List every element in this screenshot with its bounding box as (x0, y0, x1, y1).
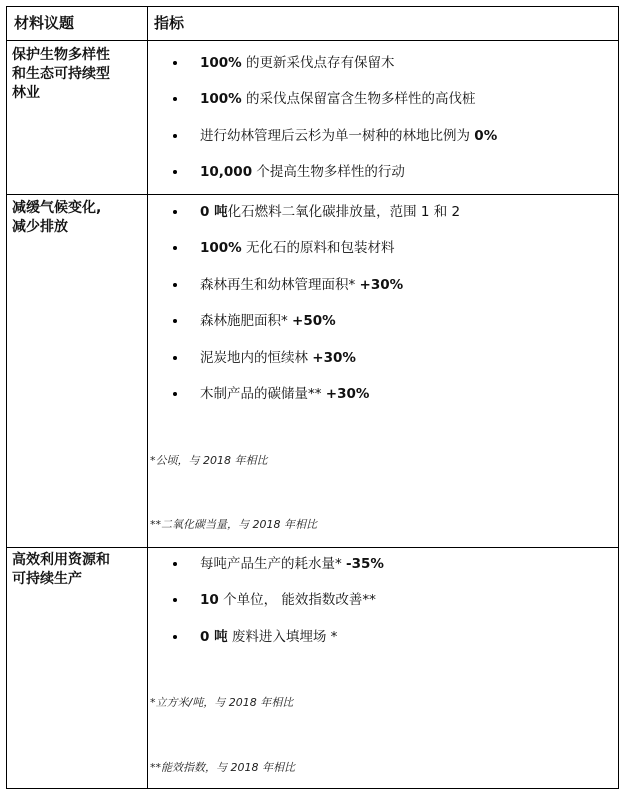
list-item: 100% 的采伐点保留富含生物多样性的高伐桩 (200, 91, 476, 107)
row-topic-resources (12, 551, 110, 589)
bullet (173, 319, 177, 323)
row-divider (7, 194, 618, 195)
footnote: *公顷，与 2018 年相比 (150, 454, 268, 467)
bullet (173, 170, 177, 174)
bullet (173, 134, 177, 138)
topic-line: 保护生物多样性 (12, 47, 110, 63)
list-item: 100% 的更新采伐点存有保留木 (200, 55, 395, 71)
footnote: *立方米/吨，与 2018 年相比 (150, 696, 294, 709)
topic-line: 高效利用资源和 (12, 552, 110, 568)
row-topic-climate (12, 199, 101, 237)
footnote: **能效指数，与 2018 年相比 (150, 761, 295, 774)
list-item: 森林施肥面积* +50% (200, 313, 336, 329)
bullet (173, 210, 177, 214)
row-divider (7, 547, 618, 548)
topic-line: 可持续生产 (12, 571, 82, 587)
bullet (173, 562, 177, 566)
bullet (173, 97, 177, 101)
list-item: 0 吨化石燃料二氧化碳排放量，范围 1 和 2 (200, 204, 461, 220)
footnote: **二氧化碳当量，与 2018 年相比 (150, 518, 317, 531)
header-topic: 材料议题 (14, 14, 75, 32)
list-item: 10,000 个提高生物多样性的行动 (200, 164, 405, 180)
list-item: 木制产品的碳储量** +30% (200, 386, 370, 402)
list-item: 0 吨 废料进入填埋场 * (200, 629, 338, 645)
list-item: 森林再生和幼林管理面积* +30% (200, 277, 404, 293)
list-item: 泥炭地内的恒续林 +30% (200, 350, 356, 366)
bullet (173, 635, 177, 639)
list-item: 10 个单位， 能效指数改善** (200, 592, 376, 608)
topic-line: 减少排放 (12, 219, 68, 235)
bullet (173, 283, 177, 287)
bullet (173, 246, 177, 250)
topic-line: 和生态可持续型 (12, 66, 110, 82)
topic-line: 林业 (12, 85, 40, 101)
list-item: 每吨产品生产的耗水量* -35% (200, 556, 384, 572)
row-topic-biodiversity (12, 46, 110, 103)
bullet (173, 598, 177, 602)
bullet (173, 356, 177, 360)
topic-line: 减缓气候变化, (12, 200, 102, 216)
list-item: 进行幼林管理后云杉为单一树种的林地比例为 0% (200, 128, 498, 144)
column-divider (147, 7, 148, 788)
header-indicator: 指标 (154, 14, 185, 32)
bullet (173, 392, 177, 396)
row-divider (7, 40, 618, 41)
bullet (173, 61, 177, 65)
list-item: 100% 无化石的原料和包装材料 (200, 240, 395, 256)
